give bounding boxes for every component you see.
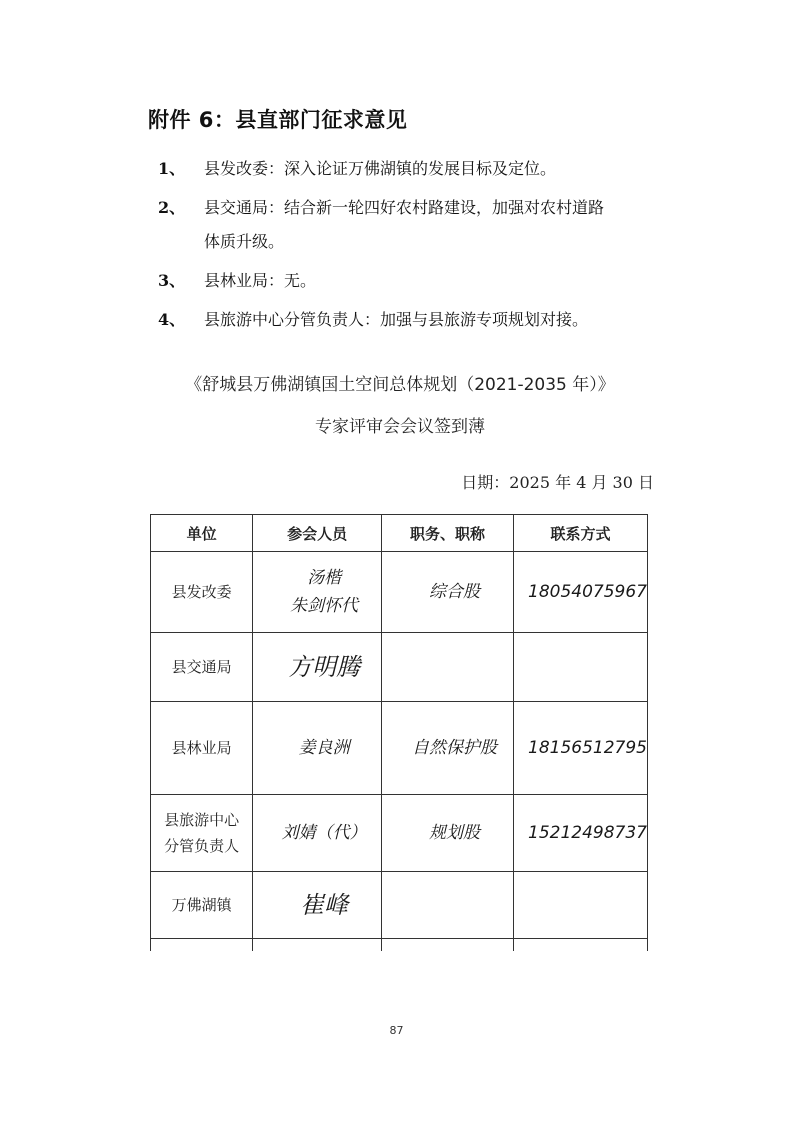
item-number: 4、: [158, 310, 186, 329]
column-header: 联系方式: [513, 515, 647, 552]
unit-cell: 县发改委: [151, 552, 253, 633]
table-row: [151, 633, 648, 702]
signature-cell: [253, 552, 382, 633]
signature: 崔峰: [300, 891, 349, 919]
signature: 朱剑怀代: [290, 596, 359, 616]
signature-cell: [253, 633, 382, 702]
page-number: 87: [389, 1024, 404, 1037]
column-header: 单位: [151, 515, 253, 552]
phone-cell: 18156512795: [513, 702, 647, 795]
item-number: 3、: [158, 271, 186, 290]
position-cell: [382, 633, 514, 702]
signature: 方明腾: [288, 653, 361, 681]
item-number: 1、: [158, 159, 186, 178]
unit-cell: 县林业局: [151, 702, 253, 795]
sheet-title: 《舒城县万佛湖镇国土空间总体规划（2021-2035 年）》: [185, 375, 615, 395]
page-title: 附件 6：县直部门征求意见: [148, 108, 408, 132]
item-number: 2、: [158, 198, 186, 217]
empty-cell: [253, 939, 382, 952]
position-cell: 规划股: [382, 795, 514, 872]
signature: 刘婧（代）: [281, 823, 367, 843]
position-cell: 综合股: [382, 552, 514, 633]
signature-cell: [253, 872, 382, 939]
table-row: [151, 939, 648, 952]
empty-cell: [513, 939, 647, 952]
sheet-date: 日期：2025 年 4 月 30 日: [461, 473, 654, 492]
signature: 汤楷: [307, 568, 342, 588]
unit-cell: 县交通局: [151, 633, 253, 702]
signature: 姜良洲: [298, 738, 350, 758]
item-text: 县交通局：结合新一轮四好农村路建设，加强对农村道路: [204, 198, 605, 217]
table-header-row: [151, 515, 648, 552]
table-row: [151, 552, 648, 633]
item-text: 县林业局：无。: [204, 271, 317, 290]
unit-cell: 万佛湖镇: [151, 872, 253, 939]
table-row: [151, 872, 648, 939]
sign-in-sheet-image: [150, 360, 654, 955]
phone-cell: [513, 872, 647, 939]
item-text-continued: 体质升级。: [204, 232, 285, 251]
signature-cell: [253, 702, 382, 795]
phone-cell: 15212498737: [513, 795, 647, 872]
empty-cell: [151, 939, 253, 952]
item-text: 县发改委：深入论证万佛湖镇的发展目标及定位。: [204, 159, 557, 178]
empty-cell: [382, 939, 514, 952]
sheet-subtitle: 专家评审会会议签到薄: [315, 417, 485, 437]
table-row: [151, 702, 648, 795]
column-header: 职务、职称: [382, 515, 514, 552]
column-header: 参会人员: [253, 515, 382, 552]
signature-cell: [253, 795, 382, 872]
phone-cell: [513, 633, 647, 702]
unit-cell: 县旅游中心 分管负责人: [151, 795, 253, 872]
position-cell: [382, 872, 514, 939]
sign-in-table: [150, 514, 648, 951]
item-text: 县旅游中心分管负责人：加强与县旅游专项规划对接。: [204, 310, 589, 329]
phone-cell: 18054075967: [513, 552, 647, 633]
position-cell: 自然保护股: [382, 702, 514, 795]
table-row: [151, 795, 648, 872]
